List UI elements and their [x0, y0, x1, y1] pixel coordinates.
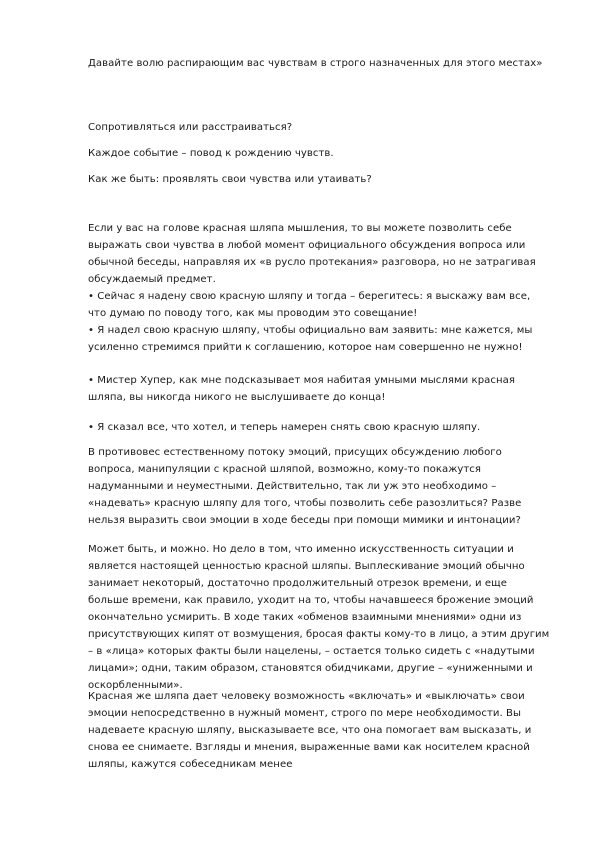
bullet-paragraph-3: • Мистер Хупер, как мне подсказывает моя набитая умными мыслями красная шляпа, вы никогда никого не выслушиваете до конца!: [88, 375, 515, 403]
paragraph-2: В противовес естественному потоку эмоций, присущих обсуждению любого вопроса, манипуляции с красной шляпой, возможно, кому-то покажутся надуманными и неуместными. Действительно, так ли уж это необходимо – «надевать» красную шляпу для того, чтобы позволить себе разозлиться? Разве нельзя выразить свои эмоции в ходе беседы при помощи мимики и интонации?: [88, 447, 522, 526]
paragraph-4: Красная же шляпа дает человеку возможность «включать» и «выключать» свои эмоции непосредственно в нужный момент, строго по мере необходимости. Вы надеваете красную шляпу, высказываете все, что она помогает вам высказать, и снова ее снимаете. Взгляды и мнения, выраженные вами как носителем красной шляпы, кажутся собеседникам менее: [88, 691, 532, 770]
intro-quote: Давайте волю распирающим вас чувствам в строго назначенных для этого местах»: [88, 58, 543, 69]
bullet-paragraph-2: • Я надел свою красную шляпу, чтобы официально вам заявить: мне кажется, мы усиленно стремимся прийти к соглашению, которое нам совершенно не нужно!: [88, 325, 533, 353]
paragraph-3: Может быть, и можно. Но дело в том, что именно искусственность ситуации и является настоящей ценностью красной шляпы. Выплескивание эмоций обычно занимает некоторый, достаточно продолжительный отрезок времени, и еще больше времени, как правило, уходит на то, чтобы начавшееся брожение эмоций окончательно усмирить. В ходе таких «обменов взаимными мнениями» одни из присутствующих кипят от возмущения, бросая факты кому-то в лицо, а этим другим – в «лица» которых факты были нацелены, – остается только сидеть с «надутыми лицами»; одни, таким образом, становятся обидчиками, другие – «униженными и оскорбленными».: [88, 544, 550, 691]
question-3: Как же быть: проявлять свои чувства или утаивать?: [88, 174, 372, 185]
question-2: Каждое событие – повод к рождению чувств.: [88, 148, 334, 159]
bullet-paragraph-1: • Сейчас я надену свою красную шляпу и тогда – берегитесь: я выскажу вам все, что думаю по поводу того, как мы проводим это совещание!: [88, 291, 531, 319]
paragraph-1: Если у вас на голове красная шляпа мышления, то вы можете позволить себе выражать свои чувства в любой момент официального обсуждения вопроса или обычной беседы, направляя их «в русло протекания» разговора, но не затрагивая обсуждаемый предмет.: [88, 223, 536, 285]
bullet-paragraph-4: • Я сказал все, что хотел, и теперь намерен снять свою красную шляпу.: [88, 422, 481, 433]
question-1: Сопротивляться или расстраиваться?: [88, 122, 293, 133]
